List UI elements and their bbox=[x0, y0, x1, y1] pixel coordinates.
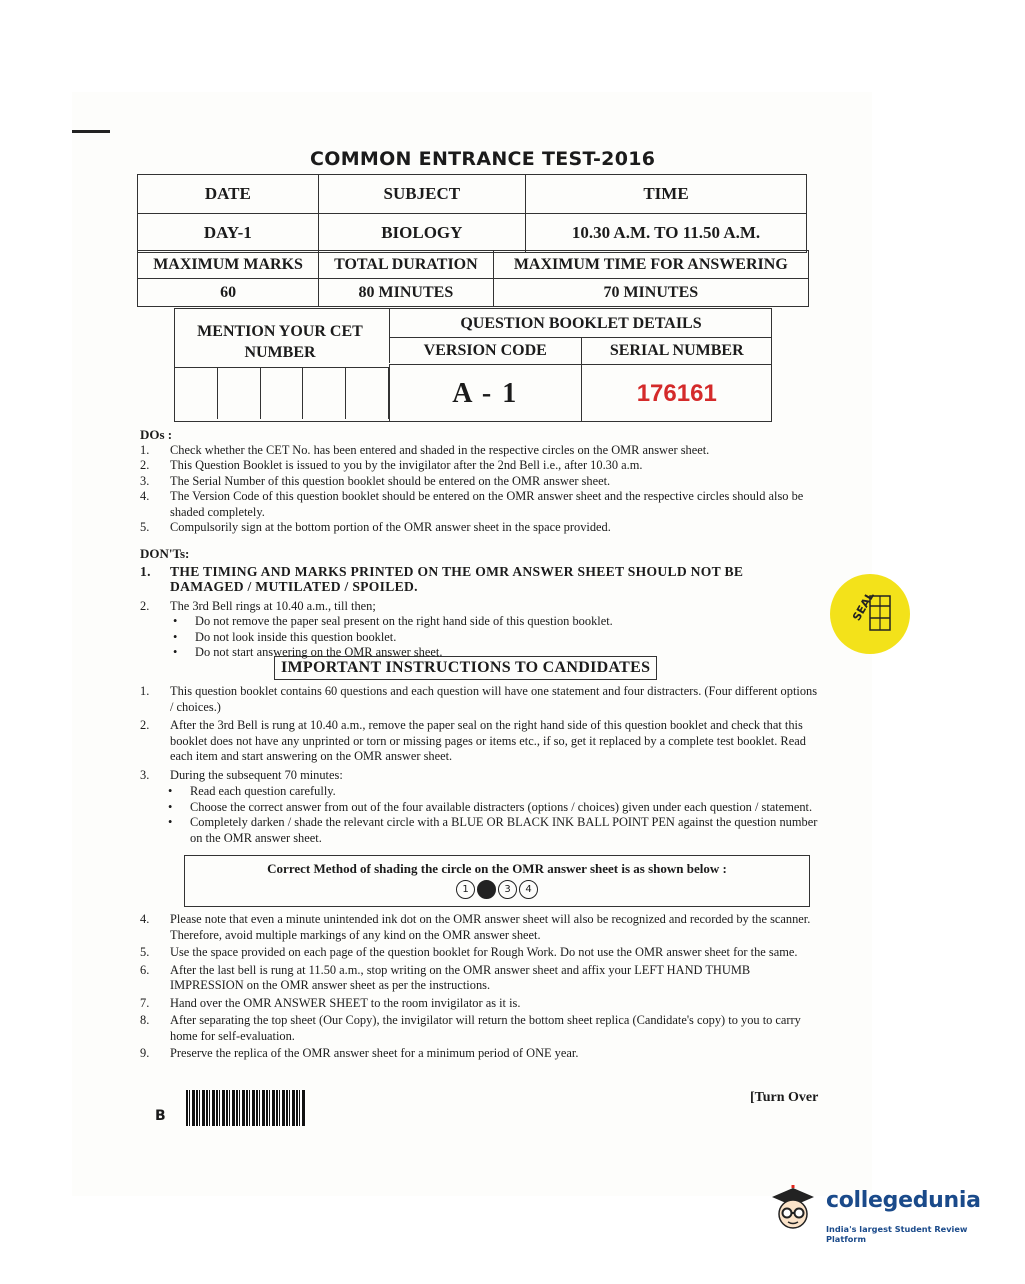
version-code-value: A - 1 bbox=[390, 365, 582, 422]
donts-number: 2. bbox=[140, 598, 150, 613]
dos-item-number: 5. bbox=[140, 520, 150, 534]
donts-bullet: • Do not look inside this question booklet. bbox=[173, 629, 397, 644]
value-total-duration: 80 MINUTES bbox=[319, 279, 493, 307]
serial-number-label: SERIAL NUMBER bbox=[609, 342, 744, 359]
instruction-item-number: 8. bbox=[140, 1013, 150, 1027]
graduate-face-icon bbox=[768, 1184, 818, 1234]
instruction-item-text: After separating the top sheet (Our Copy), the invigilator will return the bottom sheet replica (Candidate's copy) to you to carry home for self-evaluation. bbox=[170, 1013, 801, 1043]
cet-cell[interactable] bbox=[303, 367, 346, 419]
serial-number-value: 176161 bbox=[636, 380, 717, 407]
header-time: TIME bbox=[526, 175, 807, 214]
dos-item bbox=[140, 520, 810, 536]
booklet-details-box bbox=[174, 308, 772, 422]
instruction-item-number: 4. bbox=[140, 912, 150, 926]
donts-heading: DON'Ts: bbox=[140, 546, 190, 561]
omr-shading-example bbox=[184, 855, 810, 907]
instruction-item bbox=[140, 1046, 818, 1062]
donts-bullet-text: Do not look inside this question booklet. bbox=[195, 629, 397, 644]
schedule-table bbox=[137, 174, 807, 253]
value-time: 10.30 A.M. TO 11.50 A.M. bbox=[526, 214, 807, 253]
instructions-section bbox=[140, 684, 818, 846]
seal-emblem-icon bbox=[830, 574, 910, 654]
omr-circle: 4 bbox=[519, 880, 538, 899]
dos-item bbox=[140, 474, 810, 490]
dos-item-text: Compulsorily sign at the bottom portion of the OMR answer sheet in the space provided. bbox=[170, 520, 611, 534]
important-instructions-heading: IMPORTANT INSTRUCTIONS TO CANDIDATES bbox=[274, 656, 657, 680]
dos-item bbox=[140, 443, 810, 459]
dos-item-text: The Version Code of this question booklet should be entered on the OMR answer sheet and the respective circles should also be shaded completely. bbox=[170, 489, 804, 519]
dos-item bbox=[140, 489, 810, 520]
header-date: DATE bbox=[138, 175, 319, 214]
instruction-number: 2. bbox=[140, 718, 150, 732]
dos-item-number: 1. bbox=[140, 442, 150, 457]
instruction-bullet: • Completely darken / shade the relevant circle with a BLUE OR BLACK INK BALL POINT PEN against the question number on the OMR answer sheet. bbox=[168, 815, 818, 845]
dos-item-text: Check whether the CET No. has been entered and shaded in the respective circles on the OMR answer sheet. bbox=[170, 442, 710, 457]
donts-bullet-text: Do not start answering on the OMR answer sheet. bbox=[195, 645, 443, 659]
header-subject: SUBJECT bbox=[318, 175, 525, 214]
instruction-item bbox=[140, 996, 818, 1012]
donts-bullet: • Do not start answering on the OMR answer sheet. bbox=[173, 645, 443, 659]
header-max-marks: MAXIMUM MARKS bbox=[138, 251, 319, 279]
instruction-number: 3. bbox=[140, 767, 150, 782]
instruction-text: During the subsequent 70 minutes: bbox=[170, 767, 343, 782]
instruction-item-text: After the last bell is rung at 11.50 a.m., stop writing on the OMR answer sheet and affix your LEFT HAND THUMB IMPRESSION on the OMR answer sheet as per the instructions. bbox=[170, 962, 751, 992]
barcode bbox=[186, 1090, 306, 1126]
donts-bullet: • Do not remove the paper seal present on the right hand side of this question booklet. bbox=[173, 614, 613, 628]
logo-name: collegedunia bbox=[826, 1188, 981, 1213]
instruction-item bbox=[140, 912, 818, 943]
booklet-details-header bbox=[389, 309, 772, 363]
instruction-item-number: 9. bbox=[140, 1046, 150, 1060]
donts-number: 1. bbox=[140, 563, 151, 579]
collegedunia-logo bbox=[768, 1180, 998, 1250]
donts-item: THE TIMING AND MARKS PRINTED ON THE OMR ANSWER SHEET SHOULD NOT BE DAMAGED / MUTILATED / SPOILED. bbox=[170, 563, 744, 594]
value-max-marks: 60 bbox=[138, 279, 319, 307]
instruction-bullet-text: Choose the correct answer from out of the four available distracters (options / choices) given under each question / statement. bbox=[190, 799, 813, 814]
dos-item-number: 4. bbox=[140, 489, 150, 503]
cet-cell[interactable] bbox=[175, 367, 218, 419]
instruction-number: 1. bbox=[140, 684, 150, 698]
dos-item-number: 3. bbox=[140, 473, 150, 488]
logo-tagline: India's largest Student Review Platform bbox=[826, 1224, 968, 1244]
instruction-item-number: 6. bbox=[140, 962, 150, 977]
donts-bullet-text: Do not remove the paper seal present on the right hand side of this question booklet. bbox=[195, 614, 613, 628]
booklet-details-title: QUESTION BOOKLET DETAILS bbox=[390, 309, 772, 338]
dos-heading: DOs : bbox=[140, 427, 173, 442]
omr-circle: 1 bbox=[456, 880, 475, 899]
header-max-time: MAXIMUM TIME FOR ANSWERING bbox=[493, 251, 808, 279]
dos-item-text: This Question Booklet is issued to you by the invigilator after the 2nd Bell i.e., after 10.30 a.m. bbox=[170, 458, 643, 472]
instructions-continued bbox=[140, 912, 818, 1064]
booklet-set-code: B bbox=[155, 1108, 166, 1124]
omr-circle: 3 bbox=[498, 880, 517, 899]
instruction-bullet: • Read each question carefully. bbox=[168, 784, 336, 798]
instruction-bullet-text: Completely darken / shade the relevant circle with a BLUE OR BLACK INK BALL POINT PEN against the question number on the OMR answer sheet. bbox=[190, 815, 818, 845]
donts-item: The 3rd Bell rings at 10.40 a.m., till then; bbox=[170, 598, 376, 613]
version-code-label: VERSION CODE bbox=[390, 338, 582, 364]
dos-section bbox=[140, 427, 810, 536]
cet-cell[interactable] bbox=[346, 367, 389, 419]
value-date: DAY-1 bbox=[138, 214, 319, 253]
dos-item-text: The Serial Number of this question booklet should be entered on the OMR answer sheet. bbox=[170, 473, 611, 488]
donts-section bbox=[140, 546, 812, 661]
instruction-item-text: Please note that even a minute unintended ink dot on the OMR answer sheet will also be recognized and recorded by the scanner. Therefore, avoid multiple markings of any kind on the OMR answer sheet. bbox=[170, 912, 811, 942]
header-total-duration: TOTAL DURATION bbox=[319, 251, 493, 279]
instruction-item bbox=[140, 945, 818, 961]
omr-caption: Correct Method of shading the circle on the OMR answer sheet is as shown below : bbox=[267, 861, 727, 876]
marks-table bbox=[137, 250, 809, 307]
instruction-bullet: • Choose the correct answer from out of the four available distracters (options / choices) given under each question / statement. bbox=[168, 799, 813, 814]
instruction-item-number: 5. bbox=[140, 945, 150, 959]
cet-number-label: MENTION YOUR CET NUMBER bbox=[197, 323, 363, 361]
instruction-item-text: Hand over the OMR ANSWER SHEET to the room invigilator as it is. bbox=[170, 995, 521, 1010]
exam-title: COMMON ENTRANCE TEST-2016 bbox=[310, 148, 656, 170]
cet-number-cells[interactable] bbox=[175, 367, 389, 419]
seal-label: SEAL bbox=[850, 589, 877, 624]
instruction-text: This question booklet contains 60 questions and each question will have one statement and four distracters. (Four different options / choices.) bbox=[170, 684, 818, 714]
instruction-item-text: Use the space provided on each page of the question booklet for Rough Work. Do not use the OMR answer sheet for the same. bbox=[170, 945, 798, 959]
cet-cell[interactable] bbox=[218, 367, 261, 419]
value-max-time: 70 MINUTES bbox=[493, 279, 808, 307]
instruction-item bbox=[140, 963, 818, 994]
instruction-item bbox=[140, 1013, 818, 1044]
instruction-bullet-text: Read each question carefully. bbox=[190, 784, 336, 798]
instruction-item-text: Preserve the replica of the OMR answer sheet for a minimum period of ONE year. bbox=[170, 1046, 579, 1060]
dos-item bbox=[140, 458, 810, 474]
value-subject: BIOLOGY bbox=[318, 214, 525, 253]
dos-item-number: 2. bbox=[140, 458, 150, 472]
omr-circle bbox=[477, 880, 496, 899]
instruction-item-number: 7. bbox=[140, 995, 150, 1010]
cet-cell[interactable] bbox=[261, 367, 304, 419]
top-rule bbox=[72, 130, 110, 133]
turn-over-label: [Turn Over bbox=[750, 1090, 819, 1105]
instruction-text: After the 3rd Bell is rung at 10.40 a.m., remove the paper seal on the right hand side of this question booklet and check that this booklet does not have any unprinted or torn or missing pages or items etc., if so, get it replaced by a complete test booklet. Read each item and start answering on the OMR answer sheet. bbox=[170, 718, 806, 763]
paper-seal-sticker bbox=[830, 574, 910, 654]
